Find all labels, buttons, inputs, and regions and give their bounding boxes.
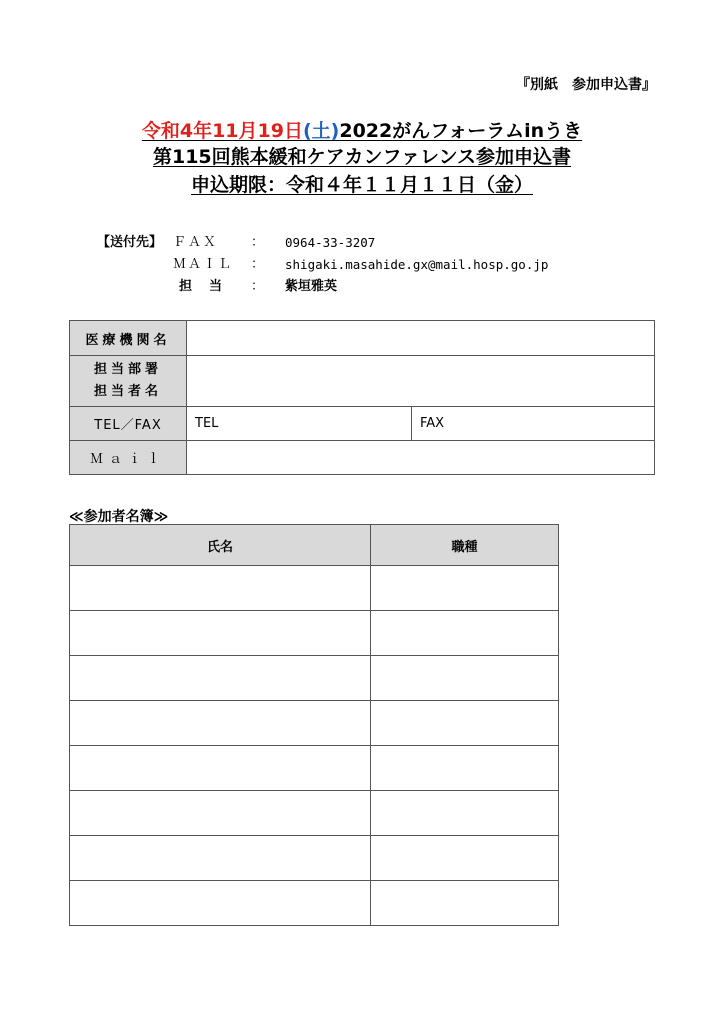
name-cell[interactable] [70, 656, 371, 701]
table-row [70, 746, 559, 791]
job-cell[interactable] [371, 611, 559, 656]
department-label-line1: 担当部署 [93, 362, 162, 377]
department-label-line2: 担当者名 [93, 384, 162, 399]
department-label [70, 356, 187, 407]
job-cell[interactable] [371, 701, 559, 746]
fax-key: ＦＡＸ [173, 235, 219, 250]
table-row [70, 791, 559, 836]
deadline-line [0, 170, 724, 200]
applicant-info-table [69, 320, 655, 475]
mail-address: shigaki.masahide.gx@mail.hosp.go.jp [285, 257, 549, 272]
deadline: 申込期限：令和４年１１月１１日（金） [190, 174, 533, 196]
name-cell[interactable] [70, 791, 371, 836]
telfax-label: TEL／FAX [70, 407, 187, 441]
event-date: 令和4年11月19日 [141, 120, 303, 142]
send-to-label: 【送付先】 [97, 235, 163, 250]
name-cell[interactable] [70, 566, 371, 611]
fax-sep: ： [251, 235, 265, 250]
tel-field[interactable] [187, 407, 412, 441]
job-cell[interactable] [371, 566, 559, 611]
title-line-2 [0, 144, 724, 170]
table-row [70, 611, 559, 656]
table-row [70, 566, 559, 611]
fax-field[interactable] [412, 407, 655, 441]
event-name: 2022がんフォーラムinうき [339, 120, 583, 142]
job-cell[interactable] [371, 836, 559, 881]
fax-label: FAX [420, 416, 445, 431]
department-field[interactable] [187, 356, 655, 407]
mail-sep: ： [251, 257, 265, 272]
send-to-fax-row [97, 232, 548, 254]
person-sep: ： [251, 279, 265, 294]
job-cell[interactable] [371, 656, 559, 701]
institution-label: 医療機関名 [70, 321, 187, 356]
name-cell[interactable] [70, 746, 371, 791]
participant-list-label: ≪参加者名簿≫ [69, 509, 169, 525]
table-row [70, 836, 559, 881]
send-to-person-row [97, 276, 548, 298]
name-cell[interactable] [70, 836, 371, 881]
name-cell[interactable] [70, 881, 371, 926]
job-cell[interactable] [371, 746, 559, 791]
person-name: 紫垣雅英 [285, 279, 338, 294]
table-row [70, 881, 559, 926]
mail-field[interactable] [187, 441, 655, 475]
fax-number: 0964-33-3207 [285, 235, 376, 250]
participant-list-table [69, 524, 559, 926]
send-to-block [97, 232, 548, 298]
table-row [70, 701, 559, 746]
mail-label: Ｍａｉｌ [70, 441, 187, 475]
col-name-header: 氏名 [70, 525, 371, 566]
form-title: 第115回熊本緩和ケアカンファレンス参加申込書 [152, 146, 572, 168]
person-key: 担 当 [179, 279, 225, 294]
mail-key: ＭＡＩＬ [173, 257, 234, 272]
job-cell[interactable] [371, 881, 559, 926]
name-cell[interactable] [70, 701, 371, 746]
page-label: 『別紙 参加申込書』 [516, 77, 656, 93]
table-row [70, 656, 559, 701]
event-day-of-week: (土) [302, 120, 340, 142]
col-job-header: 職種 [371, 525, 559, 566]
send-to-mail-row [97, 254, 548, 276]
tel-label: TEL [195, 416, 219, 431]
name-cell[interactable] [70, 611, 371, 656]
job-cell[interactable] [371, 791, 559, 836]
title-block [0, 118, 724, 200]
title-line-1 [0, 118, 724, 144]
institution-field[interactable] [187, 321, 655, 356]
